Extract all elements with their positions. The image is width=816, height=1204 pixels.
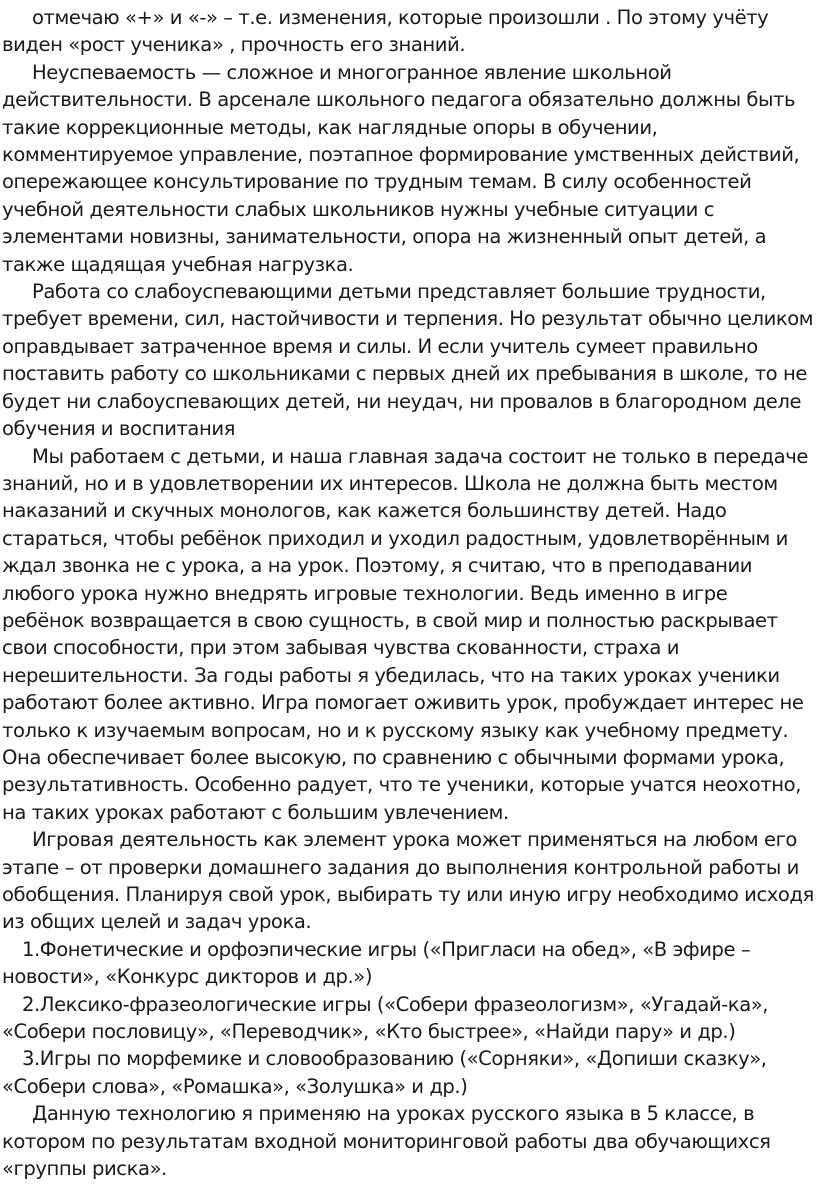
paragraph-2: Неуспеваемость — сложное и многогранное явление школьной действительности. В арсенале школьного педагога обязательно должны быть такие коррекционные методы, как наглядные опоры в обучении, комментируемое управление, поэтапное формирование умственных действий, опережающее консультирование по трудным темам. В силу особенностей учебной деятельности слабых школьников нужны учебные ситуации с элементами новизны, занимательности, опора на жизненный опыт детей, а также щадящая учебная нагрузка.: [2, 60, 800, 276]
paragraph-1: отмечаю «+» и «-» – т.е. изменения, которые произошли . По этому учёту виден «рост ученика» , прочность его знаний.: [2, 6, 769, 57]
paragraph-5: Игровая деятельность как элемент урока может применяться на любом его этапе – от проверки домашнего задания до выполнения контрольной работы и обобщения. Планируя свой урок, выбирать ту или иную игру необходимо исходя из общих целей и задач урока.: [2, 828, 814, 934]
list-item-morphemic-games: 3.Игры по морфемике и словообразованию («Сорняки», «Допиши сказку», «Собери слова», «Ромашка», «Золушка» и др.): [2, 1047, 767, 1098]
closing-paragraph: Данную технологию я применяю на уроках русского языка в 5 классе, в котором по результатам входной мониторинговой работы два обучающихся «группы риска».: [2, 1102, 771, 1181]
list-item-phonetic-games: 1.Фонетические и орфоэпические игры («Пригласи на обед», «В эфире – новости», «Конкурс дикторов и др.»): [2, 937, 751, 989]
list-item-lexical-games: 2.Лексико-фразеологические игры («Собери фразеологизм», «Угадай-ка», «Собери пословицу», «Переводчик», «Кто быстрее», «Найди пару» и др.): [2, 992, 769, 1044]
paragraph-3: Работа со слабоуспевающими детьми представляет большие трудности, требует времени, сил, настойчивости и терпения. Но результат обычно целиком оправдывает затраченное время и силы. И если учитель сумеет правильно поставить работу со школьниками с первых дней их пребывания в школе, то не будет ни слабоуспевающих детей, ни неудач, ни провалов в благородном деле обучения и воспитания: [2, 280, 814, 441]
paragraph-4: Мы работаем с детьми, и наша главная задача состоит не только в передаче знаний, но и в удовлетворении их интересов. Школа не должна быть местом наказаний и скучных монологов, как кажется большинству детей. Надо стараться, чтобы ребёнок приходил и уходил радостным, удовлетворённым и ждал звонка не с урока, а на урок. Поэтому, я считаю, что в преподавании любого урока нужно внедрять игровые технологии. Ведь именно в игре ребёнок возвращается в свою сущность, в свой мир и полностью раскрывает свои способности, при этом забывая чувства скованности, страха и нерешительности. За годы работы я убедилась, что на таких уроках ученики работают более активно. Игра помогает оживить урок, пробуждает интерес не только к изучаемым вопросам, но и к русскому языку как учебному предмету. Она обеспечивает более высокую, по сравнению с обычными формами урока, результативность. Особенно радует, что те ученики, которые учатся неохотно, на таких уроках работают с большим увлечением.: [2, 444, 808, 824]
